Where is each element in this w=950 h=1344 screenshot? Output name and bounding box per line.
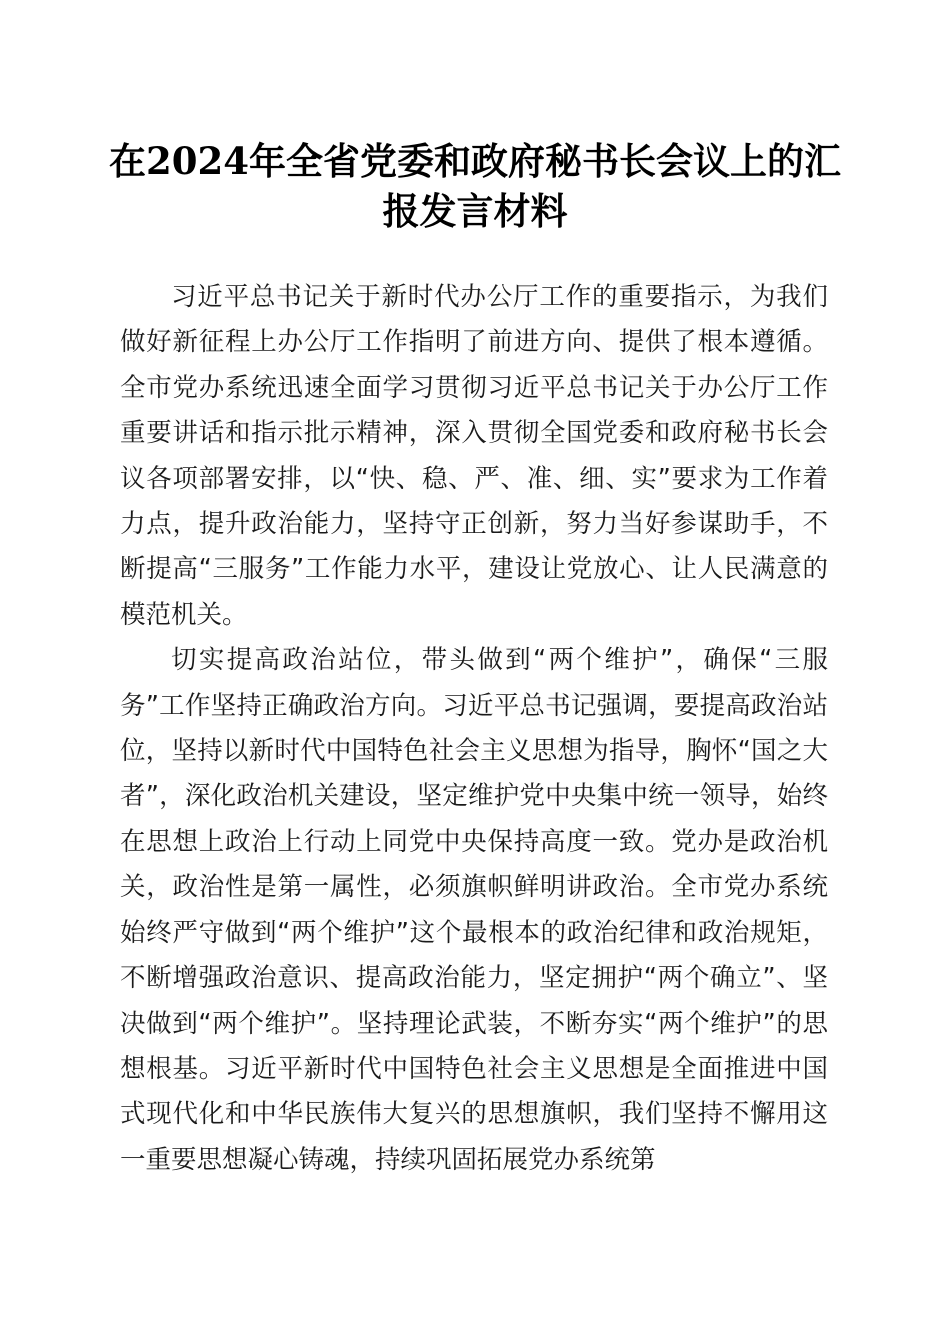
document-body [120,275,828,1183]
paragraph-1: 习近平总书记关于新时代办公厅工作的重要指示，为我们做好新征程上办公厅工作指明了前进方向、提供了根本遵循。全市党办系统迅速全面学习贯彻习近平总书记关于办公厅工作重要讲话和指示批示精神，深入贯彻全国党委和政府秘书长会议各项部署安排，以“快、稳、严、准、细、实”要求为工作着力点，提升政治能力，坚持守正创新，努力当好参谋助手，不断提高“三服务”工作能力水平，建设让党放心、让人民满意的模范机关。 [120,282,828,630]
paragraph-2: 切实提高政治站位，带头做到“两个维护”，确保“三服务”工作坚持正确政治方向。习近平总书记强调，要提高政治站位，坚持以新时代中国特色社会主义思想为指导，胸怀“国之大者”，深化政治机关建设，坚定维护党中央集中统一领导，始终在思想上政治上行动上同党中央保持高度一致。党办是政治机关，政治性是第一属性，必须旗帜鲜明讲政治。全市党办系统始终严守做到“两个维护”这个最根本的政治纪律和政治规矩，不断增强政治意识、提高政治能力，坚定拥护“两个确立”、坚决做到“两个维护”。坚持理论武装，不断夯实“两个维护”的思想根基。习近平新时代中国特色社会主义思想是全面推进中国式现代化和中华民族伟大复兴的思想旗帜，我们坚持不懈用这一重要思想凝心铸魂，持续巩固拓展党办系统第 [120,645,828,1175]
document-title: 在2024年全省党委和政府秘书长会议上的汇报发言材料 [109,139,841,233]
